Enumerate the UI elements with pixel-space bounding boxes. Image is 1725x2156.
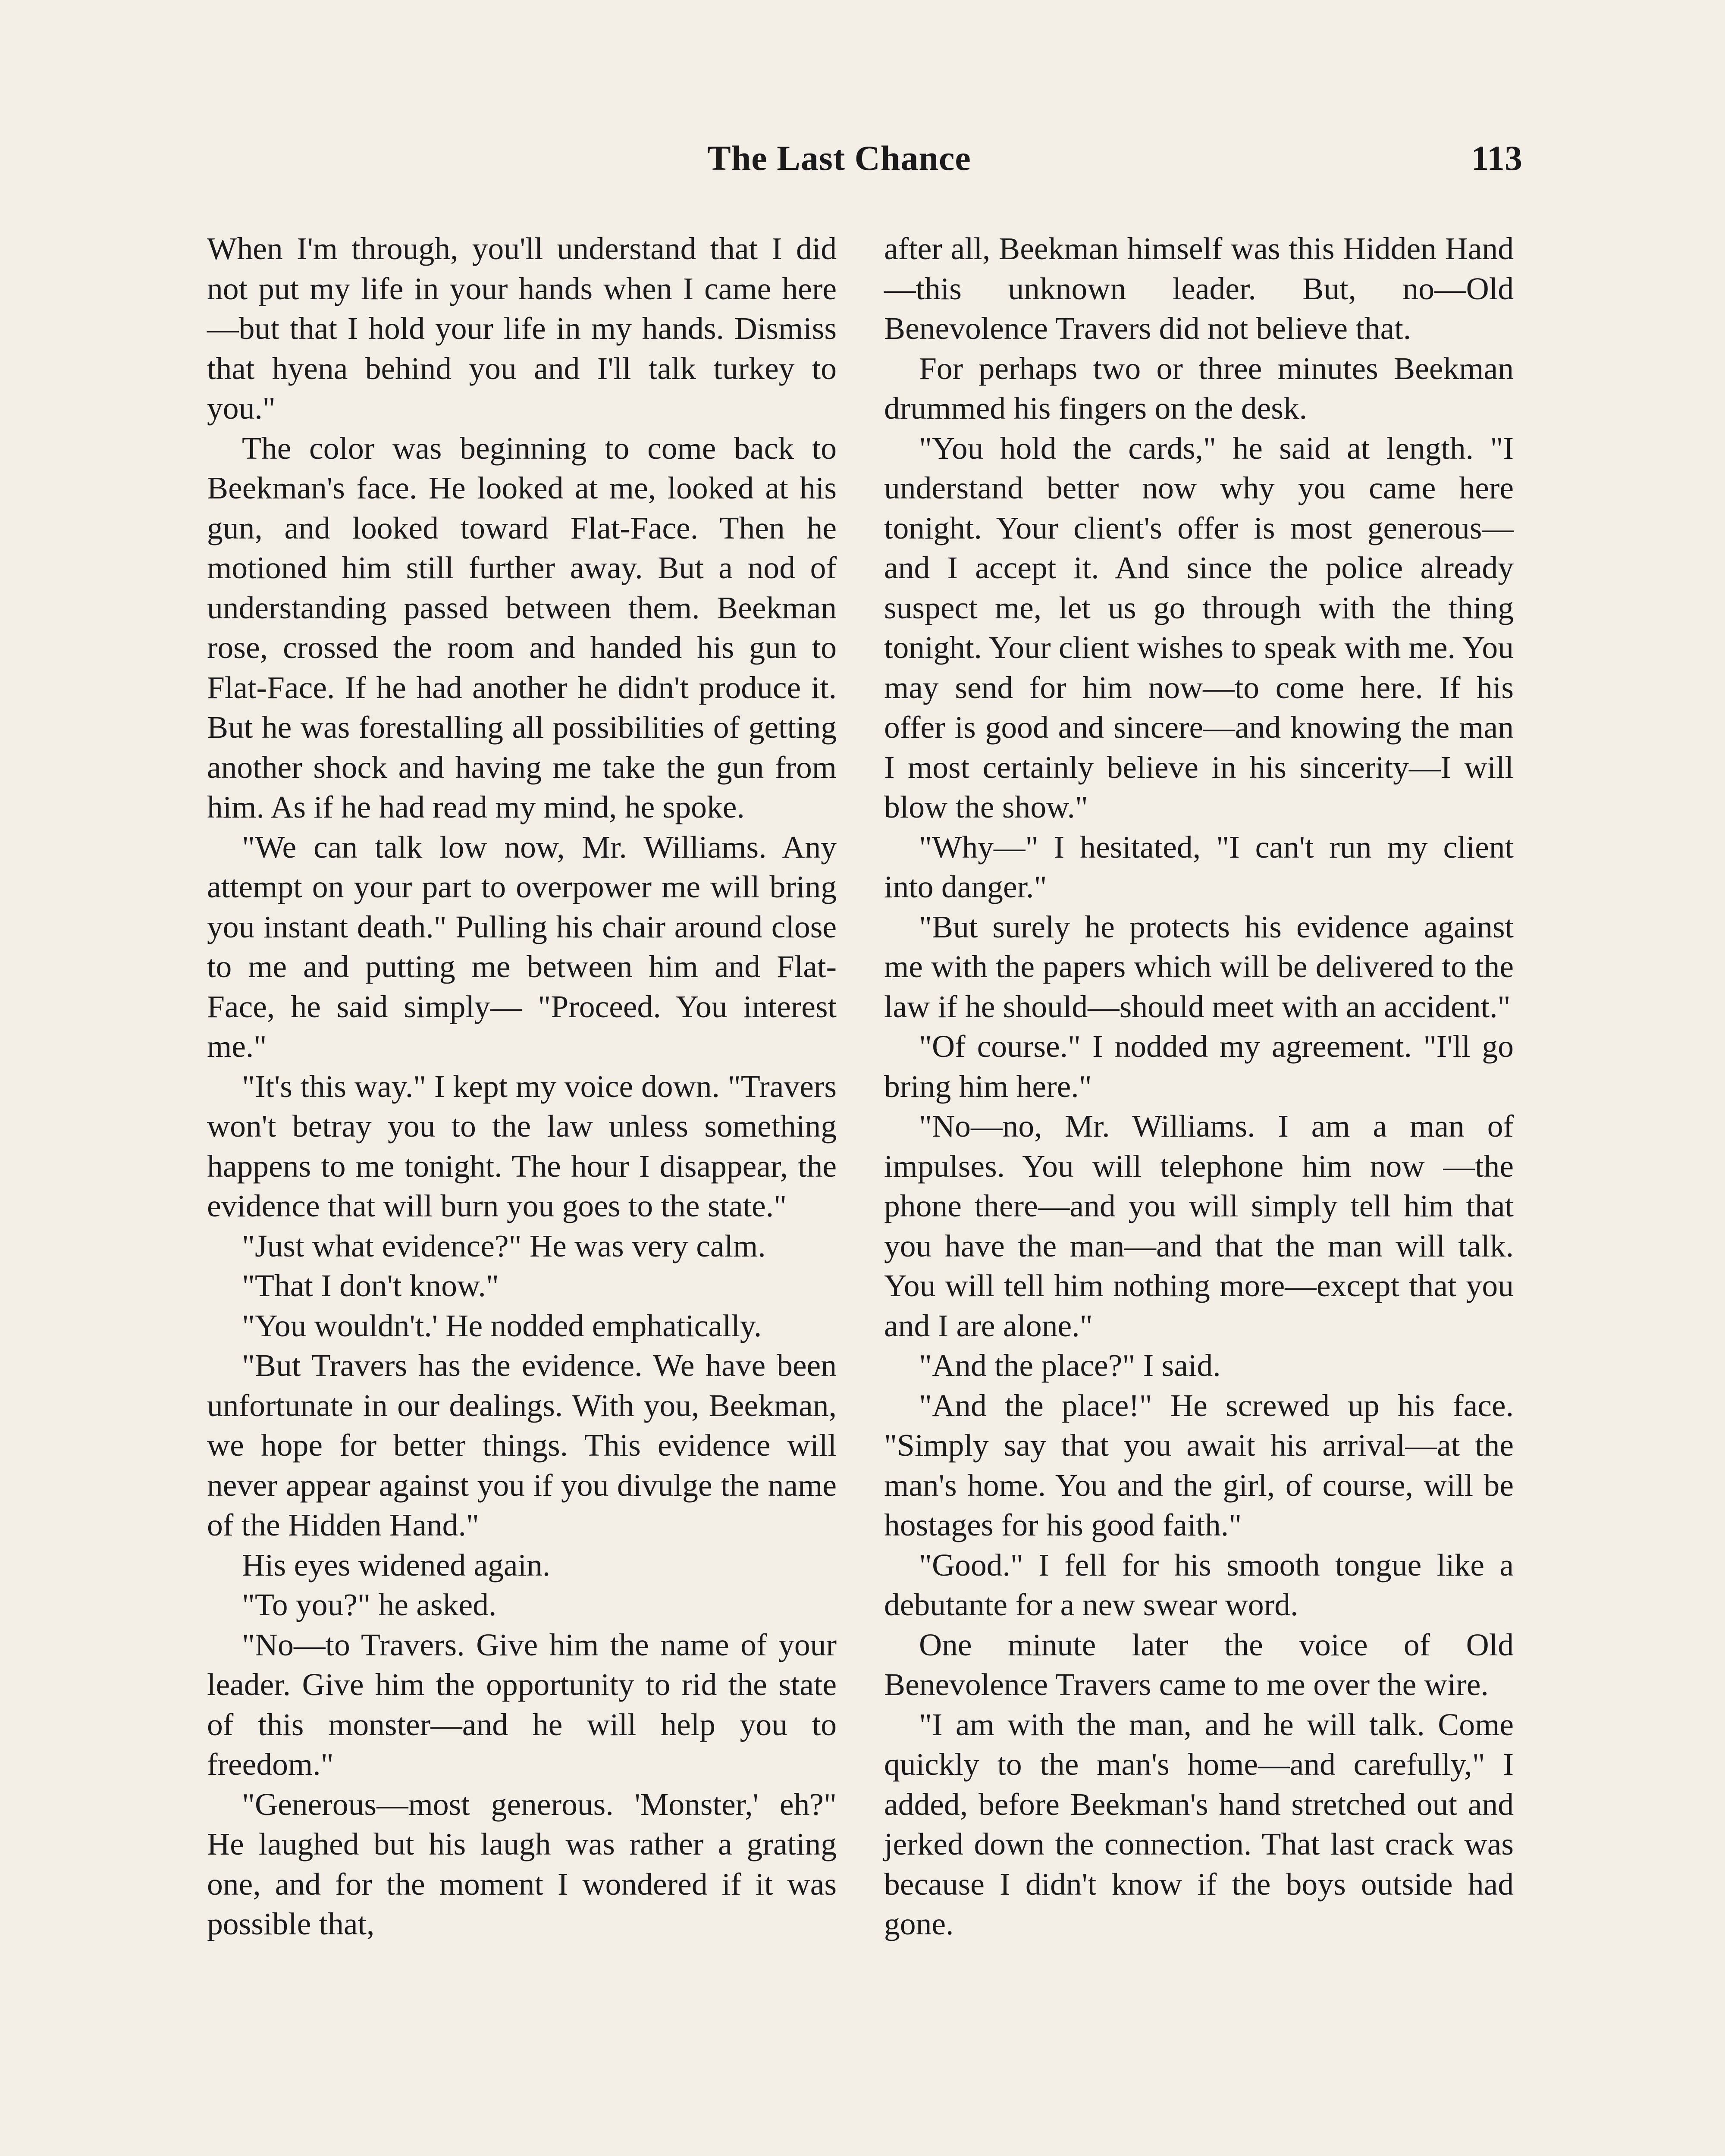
paragraph: "To you?" he asked. — [242, 1587, 497, 1622]
left-column — [207, 229, 837, 1944]
paragraph: "Good." I fell for his smooth tongue like a debutante for a new swear word. — [884, 1547, 1514, 1622]
paragraph: "You wouldn't.' He nodded emphatically. — [242, 1307, 762, 1343]
paragraph: "But Travers has the evidence. We have been unfortunate in our dealings. With you, Beekman, we hope for better things. This evidence will never appear against you if you divulge the name of the Hidden Hand." — [207, 1348, 837, 1542]
paragraph: His eyes widened again. — [242, 1547, 551, 1583]
running-title: The Last Chance — [707, 138, 971, 178]
paragraph: For perhaps two or three minutes Beekman drummed his fingers on the desk. — [884, 350, 1514, 426]
paragraph: "And the place?" I said. — [919, 1348, 1221, 1383]
paragraph: "No—to Travers. Give him the name of your leader. Give him the opportunity to rid the state of this monster—and he will help you to freedom." — [207, 1626, 837, 1782]
paragraph: "It's this way." I kept my voice down. "Travers won't betray you to the law unless something happens to me tonight. The hour I disappear, the evidence that will burn you goes to the state." — [207, 1068, 837, 1223]
paragraph: "Generous—most generous. 'Monster,' eh?" He laughed but his laugh was rather a grating one, and for the moment I wondered if it was possible that, — [207, 1786, 837, 1941]
paragraph: One minute later the voice of Old Benevolence Travers came to me over the wire. — [884, 1626, 1514, 1702]
page-number: 113 — [1471, 138, 1522, 178]
page-header — [673, 138, 1522, 194]
paragraph: "Why—" I hesitated, "I can't run my client into danger." — [884, 829, 1514, 904]
paragraph: When I'm through, you'll understand that I did not put my life in your hands when I came here—but that I hold your life in my hands. Dismiss that hyena behind you and I'll talk turkey to you." — [207, 231, 837, 426]
paragraph: "Of course." I nodded my agreement. "I'll go bring him here." — [884, 1028, 1514, 1104]
paragraph: "We can talk low now, Mr. Williams. Any attempt on your part to overpower me will bring you instant death." Pulling his chair around close to me and putting me between him and Flat-Face, he said simply— "Proceed. You interest me." — [207, 829, 837, 1064]
paragraph: "That I don't know." — [242, 1268, 499, 1303]
paragraph: "I am with the man, and he will talk. Come quickly to the man's home—and carefully," I added, before Beekman's hand stretched out and jerked down the connection. That last crack was because I didn't know if the boys outside had gone. — [884, 1706, 1514, 1941]
paragraph: "And the place!" He screwed up his face. "Simply say that you await his arrival—at the man's home. You and the girl, of course, will be hostages for his good faith." — [884, 1387, 1514, 1542]
paragraph: after all, Beekman himself was this Hidden Hand—this unknown leader. But, no—Old Benevolence Travers did not believe that. — [884, 231, 1514, 346]
paragraph: "No—no, Mr. Williams. I am a man of impulses. You will telephone him now —the phone there—and you will simply tell him that you have the man—and that the man will talk. You will tell him nothing more—except that you and I are alone." — [884, 1108, 1514, 1343]
paragraph: "But surely he protects his evidence against me with the papers which will be delivered to the law if he should—should meet with an accident." — [884, 909, 1514, 1024]
paragraph: The color was beginning to come back to Beekman's face. He looked at me, looked at his gun, and looked toward Flat-Face. Then he motioned him still further away. But a nod of understanding passed between them. Beekman rose, crossed the room and handed his gun to Flat-Face. If he had another he didn't produce it. But he was forestalling all possibilities of getting another shock and having me take the gun from him. As if he had read my mind, he spoke. — [207, 430, 837, 824]
paragraph: "You hold the cards," he said at length. "I understand better now why you came here tonight. Your client's offer is most generous—and I accept it. And since the police already suspect me, let us go through with the thing tonight. Your client wishes to speak with me. You may send for him now—to come here. If his offer is good and sincere—and knowing the man I most certainly believe in his sincerity—I will blow the show." — [884, 430, 1514, 824]
right-column — [884, 229, 1514, 1944]
paragraph: "Just what evidence?" He was very calm. — [242, 1228, 766, 1263]
